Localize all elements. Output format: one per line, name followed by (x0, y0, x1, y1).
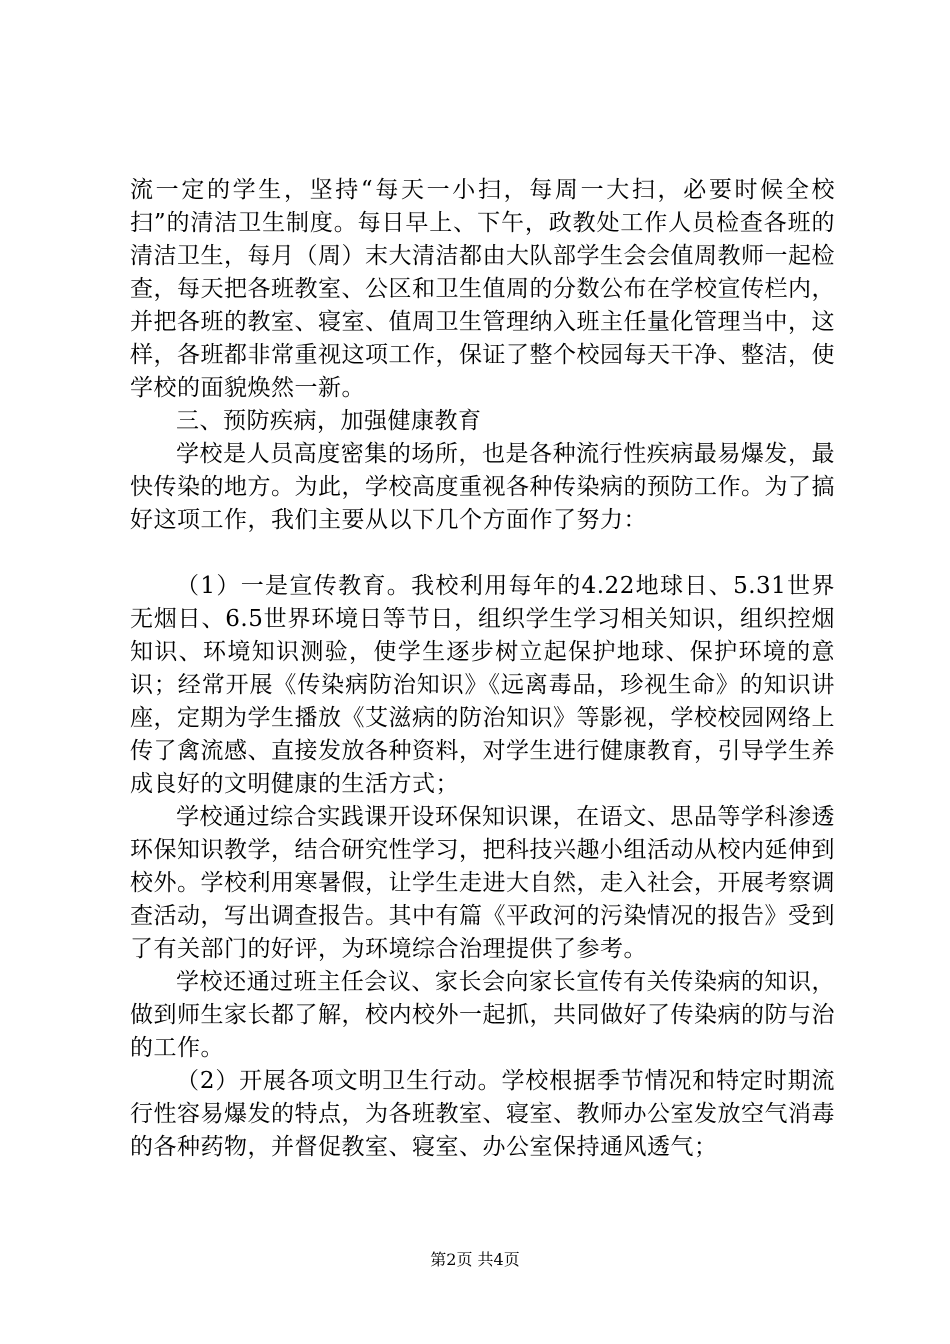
paragraph-continuation: 流一定的学生，坚持“每天一小扫，每周一大扫，必要时候全校扫”的清洁卫生制度。每日早上、下午，政教处工作人员检查各班的清洁卫生，每月（周）末大清洁都由大队部学生会会值周教师一起检查，每天把各班教室、公区和卫生值周的分数公布在学校宣传栏内，并把各班的教室、寝室、值周卫生管理纳入班主任量化管理当中，这样，各班都非常重视这项工作，保证了整个校园每天干净、整洁，使学校的面貌焕然一新。 (130, 177, 835, 401)
paragraph: 学校通过综合实践课开设环保知识课，在语文、思品等学科渗透环保知识教学，结合研究性学习，把科技兴趣小组活动从校内延伸到校外。学校利用寒暑假，让学生走进大自然，走入社会，开展考察调查活动，写出调查报告。其中有篇《平政河的污染情况的报告》受到了有关部门的好评，为环境综合治理提供了参考。 (130, 804, 835, 962)
paragraph: （2）开展各项文明卫生行动。学校根据季节情况和特定时期流行性容易爆发的特点，为各班教室、寝室、教师办公室发放空气消毒的各种药物，并督促教室、寝室、办公室保持通风透气； (130, 1068, 835, 1160)
paragraph: （1）一是宣传教育。我校利用每年的4.22地球日、5.31世界无烟日、6.5世界环境日等节日，组织学生学习相关知识，组织控烟知识、环境知识测验，使学生逐步树立起保护地球、保护环境的意识；经常开展《传染病防治知识》《远离毒品，珍视生命》的知识讲座，定期为学生播放《艾滋病的防治知识》等影视，学校校园网络上传了禽流感、直接发放各种资料，对学生进行健康教育，引导学生养成良好的文明健康的生活方式； (130, 573, 835, 797)
paragraph: 学校是人员高度密集的场所，也是各种流行性疾病最易爆发，最快传染的地方。为此，学校高度重视各种传染病的预防工作。为了搞好这项工作，我们主要从以下几个方面作了努力： (130, 441, 835, 533)
document-body (130, 174, 835, 1164)
paragraph: 学校还通过班主任会议、家长会向家长宣传有关传染病的知识，做到师生家长都了解，校内校外一起抓，共同做好了传染病的防与治的工作。 (130, 969, 835, 1061)
page-number-footer: 第2页 共4页 (430, 1250, 520, 1269)
section-heading: 三、预防疾病，加强健康教育 (176, 408, 482, 434)
